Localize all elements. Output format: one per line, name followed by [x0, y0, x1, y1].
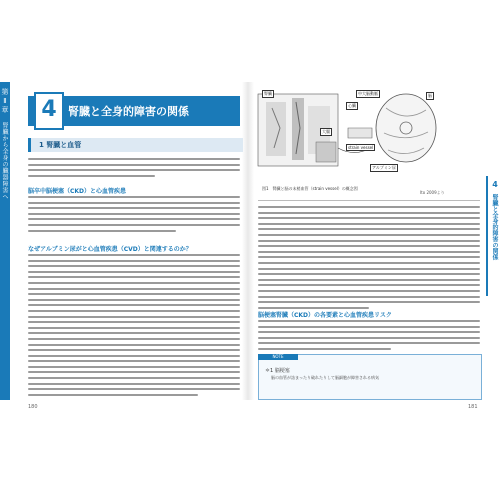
figure-label-mca: 中大脳動脈: [358, 91, 378, 96]
note-item: ＊1 脳梗塞: [265, 368, 290, 374]
figure-label-heart: 心臓: [348, 103, 356, 108]
section-header: [28, 138, 243, 152]
right-heading-1: 脳梗塞腎臓（CKD）の各要素と心血管疾患リスク: [258, 312, 392, 319]
note-box: [258, 354, 482, 400]
left-intro-paragraph: [28, 158, 240, 180]
left-chapter-tab: [0, 82, 10, 400]
left-vertical-title: 腎臓から全身の臓器障害へ: [1, 122, 8, 200]
figure-label-colon: 大腸: [322, 129, 330, 134]
right-paragraph-1: [258, 206, 480, 312]
chapter-header: [28, 96, 240, 126]
note-text: 脳の血管が詰まったり破れたりして脳細胞が障害される病気: [271, 375, 379, 380]
figure-label-albuminuria: アルブミン尿: [372, 165, 396, 170]
note-label: NOTE: [258, 354, 298, 360]
chapter-number: 4: [34, 92, 64, 130]
left-paragraph-2: [28, 254, 240, 399]
part-label: 第Ⅱ章: [1, 88, 9, 114]
figure-label-strain-vessel: strain vessel: [348, 145, 374, 150]
section-title: 1 腎臓と血管: [39, 141, 82, 149]
left-page-number: 180: [28, 404, 38, 410]
left-heading-2: なぜアルブミン尿がと心血管疾患（CVD）と関連するのか？: [28, 246, 192, 253]
left-heading-1: 脳卒中脳梗塞（CKD）と心血管疾患: [28, 188, 127, 195]
figure-label-brain: 脳: [428, 93, 432, 98]
right-tab-number: 4: [492, 180, 498, 189]
left-paragraph-1: [28, 196, 240, 235]
figure-label-kidney: 腎臓: [264, 91, 272, 96]
anatomy-figure: [256, 88, 444, 184]
chapter-title: 腎臓と全身的障害の関係: [68, 105, 189, 118]
right-vertical-title: 腎臓と全身的障害の関係: [491, 194, 498, 260]
right-paragraph-2: [258, 320, 480, 354]
book-gutter: [242, 82, 254, 400]
figure-credit: Ito 2009より: [420, 190, 445, 195]
figure-divider: [258, 200, 480, 201]
right-chapter-tab: [486, 176, 500, 296]
figure-caption-text: 図1 腎臓と脳の末梢血管（strain vessel）の概念図: [262, 186, 358, 191]
right-page-number: 181: [468, 404, 478, 410]
figure-caption: [262, 186, 402, 192]
